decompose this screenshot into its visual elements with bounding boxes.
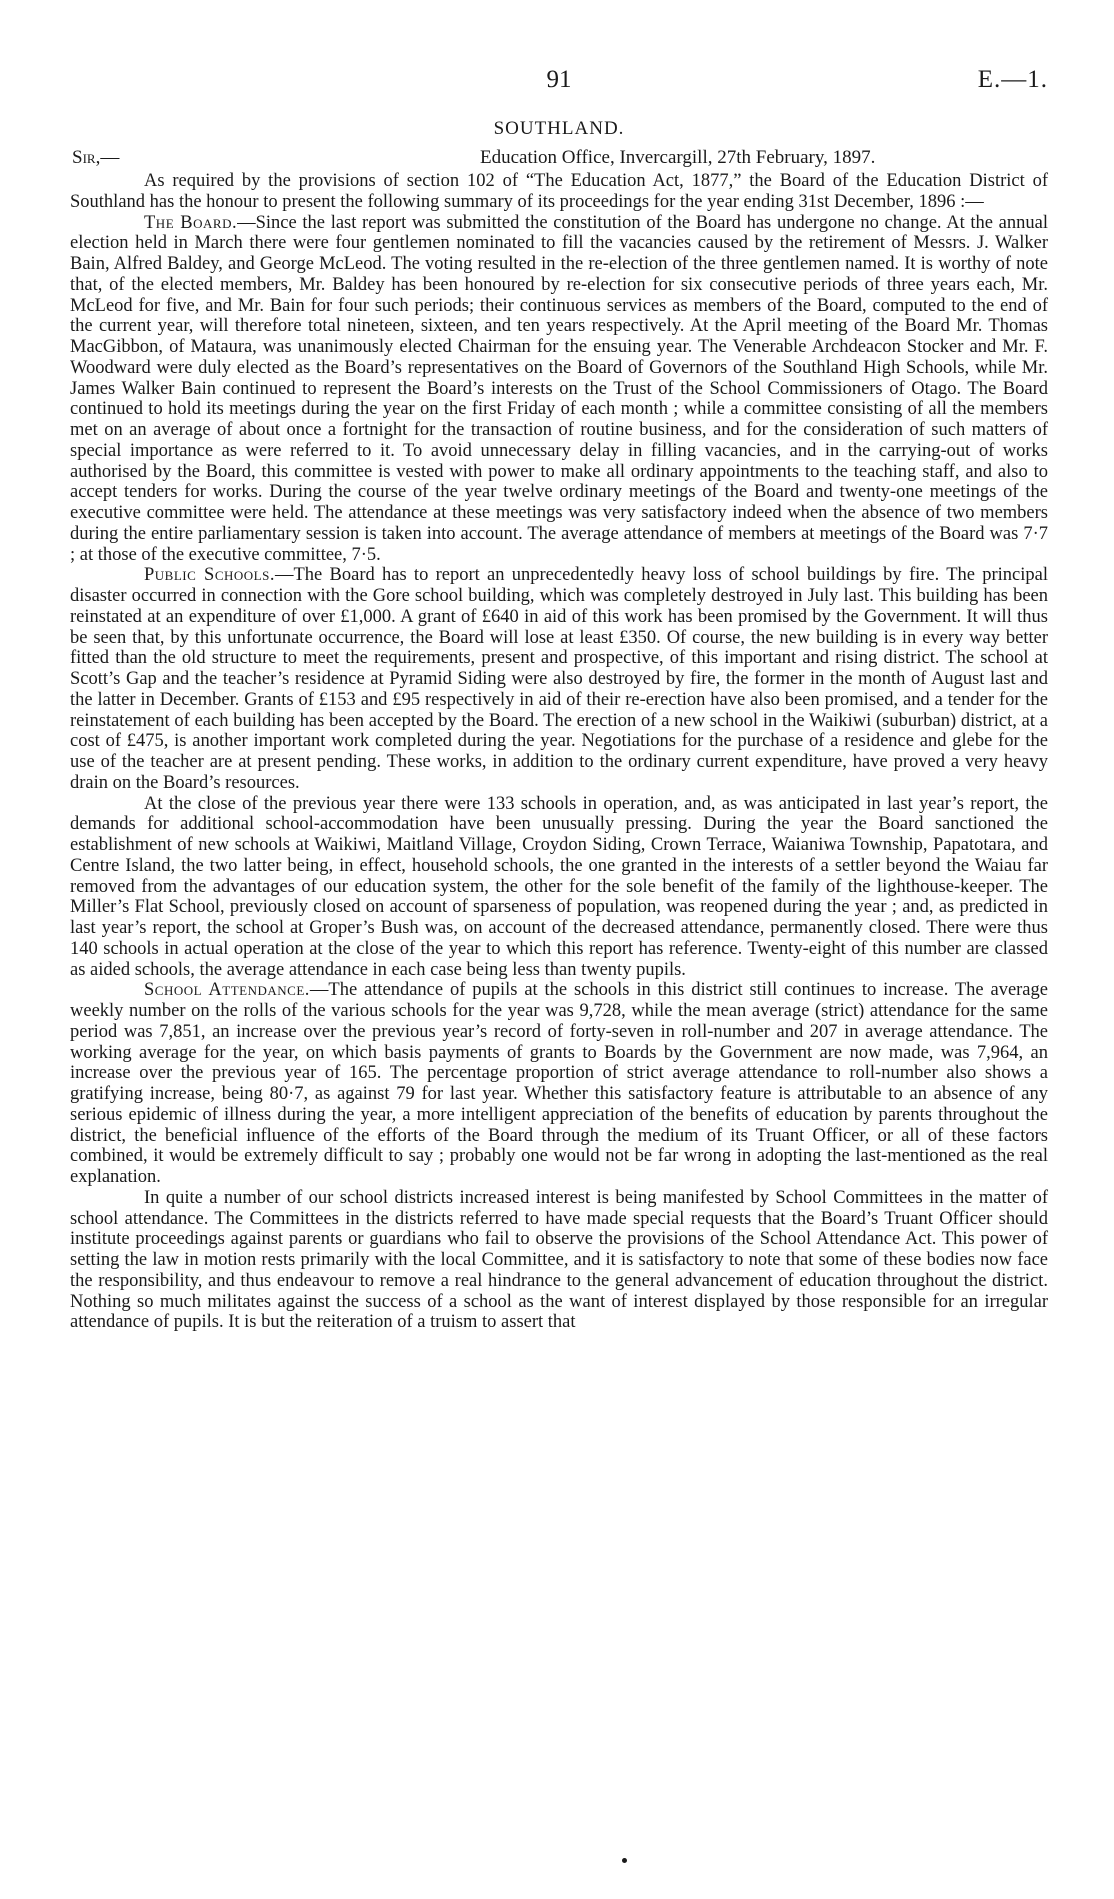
paragraph-public-schools (70, 565, 1048, 793)
paragraph-committees (70, 1188, 1048, 1333)
paragraph-heading: School Attendance. (144, 980, 310, 1001)
document-page (70, 60, 1048, 1333)
paragraph-heading: The Board. (144, 212, 238, 233)
paragraph-text: —The attendance of pupils at the schools in this district still continues to increase. The average weekly number on the rolls of the various schools for the year was 9,728, while the mean average (strict) attendance for the same period was 7,851, an increase over the previous year’s record of forty-seven in roll-number and 207 in average attendance. The working average for the year, on which basis payments of grants to Boards by the Government are now made, was 7,964, an increase over the previous year of 165. The percentage proportion of strict average attendance to roll-number also shows a gratifying increase, being 80·7, as against 79 for last year. Whether this satisfactory feature is attributable to an absence of any serious epidemic of illness during the year, a more intelligent appreciation of the benefits of education by parents throughout the district, the beneficial influence of the efforts of the Board through the medium of its Truant Officer, or all of these factors combined, it would be extremely difficult to say ; probably one would not be far wrong in adopting the last-mentioned as the real explanation. (70, 980, 1048, 1187)
salutation-row (70, 147, 1048, 171)
page-header (70, 60, 1048, 100)
paragraph-text: At the close of the previous year there were 133 schools in operation, and, as was anticipated in last year’s report, the demands for additional school-accommodation have been unusually pressing. During the year the Board sanctioned the establishment of new schools at Waikiwi, Maitland Village, Croydon Siding, Crown Terrace, Waianiwa Township, Papatotara, and Centre Island, the two latter being, in effect, household schools, the one granted in the interests of a settler beyond the Waiau far removed from the advantages of our education system, the other for the sole benefit of the family of the lighthouse-keeper. The Miller’s Flat School, previously closed on account of sparseness of population, was reopened during the year ; and, as predicted in last year’s report, the school at Groper’s Bush was, on account of the decreased attendance, permanently closed. There were thus 140 schools in actual operation at the close of the year to which this report has reference. Twenty-eight of this number are classed as aided schools, the average attendance in each case being less than twenty pupils. (70, 793, 1048, 980)
dateline: Education Office, Invercargill, 27th February, 1897. (480, 147, 876, 168)
paragraph-text: —The Board has to report an unprecedentedly heavy loss of school buildings by fire. The principal disaster occurred in connection with the Gore school building, which was completely destroyed in July last. This building has been reinstated at an expenditure of over £1,000. A grant of £640 in aid of this work has been promised by the Government. It will thus be seen that, by this unfortunate occurrence, the Board will lose at least £350. Of course, the new building is in every way better fitted than the old structure to meet the requirements, present and prospective, of this important and rising district. The school at Scott’s Gap and the teacher’s residence at Pyramid Siding were also destroyed by fire, the former in the month of August last and the latter in December. Grants of £153 and £95 respectively in aid of their re-erection have also been promised, and a tender for the reinstatement of each building has been accepted by the Board. The erection of a new school in the Waikiwi (suburban) district, at a cost of £475, is another important work completed during the year. Negotiations for the purchase of a residence and glebe for the use of the teacher are at present pending. These works, in addition to the ordinary current expenditure, have proved a very heavy drain on the Board’s resources. (70, 565, 1048, 793)
report-body (70, 171, 1048, 1333)
paragraph-heading: Public Schools. (144, 565, 275, 586)
paragraph-text: —Since the last report was submitted the constitution of the Board has undergone no change. At the annual election held in March there were four gentlemen nominated to fill the vacancies caused by the retirement of Messrs. J. Walker Bain, Alfred Baldey, and George McLeod. The voting resulted in the re-election of the three gentlemen named. It is worthy of note that, of the elected members, Mr. Baldey has been honoured by re-election for six consecutive periods of three years each, Mr. McLeod for five, and Mr. Bain for four such periods; their continuous services as members of the Board, computed to the end of the current year, will therefore total nineteen, sixteen, and ten years respectively. At the April meeting of the Board Mr. Thomas MacGibbon, of Mataura, was unanimously elected Chairman for the ensuing year. The Venerable Archdeacon Stocker and Mr. F. Woodward were duly elected as the Board’s representatives on the Board of Governors of the Southland High Schools, while Mr. James Walker Bain continued to represent the Board’s interests on the Trust of the School Commissioners of Otago. The Board continued to hold its meetings during the year on the first Friday of each month ; while a committee consisting of all the members met on an average of about once a fortnight for the transaction of routine business, and for the consideration of such matters of special importance as were referred to it. To avoid unnecessary delay in filling vacancies, and in the carrying-out of works authorised by the Board, this committee is vested with power to make all ordinary appointments to the teaching staff, and also to accept tenders for works. During the course of the year twelve ordinary meetings of the Board and twenty-one meetings of the executive committee were held. The attendance at these meetings was very satisfactory indeed when the absence of two members during the entire parliamentary session is taken into account. The average attendance of members at meetings of the Board was 7·7 ; at those of the executive committee, 7·5. (70, 212, 1048, 565)
paragraph-school-attendance (70, 980, 1048, 1188)
section-title: SOUTHLAND. (493, 118, 625, 139)
ink-dot (622, 1858, 627, 1863)
paragraph-schools-in-operation (70, 794, 1048, 981)
paragraph-text: As required by the provisions of section 102 of “The Education Act, 1877,” the Board of the Education District of Southland has the honour to present the following summary of its proceedings for the year ending 31st December, 1896 :— (70, 171, 1048, 212)
paragraph-the-board (70, 213, 1048, 566)
paragraph-intro (70, 171, 1048, 213)
page-reference: E.—1. (977, 66, 1048, 93)
page-number: 91 (546, 66, 572, 93)
paragraph-text: In quite a number of our school districts increased interest is being manifested by School Committees in the matter of school attendance. The Committees in the districts referred to have made special requests that the Board’s Truant Officer should institute proceedings against parents or guardians who fail to observe the provisions of the School Attendance Act. This power of setting the law in motion rests primarily with the local Committee, and it is satisfactory to note that some of these bodies now face the responsibility, and thus endeavour to remove a real hindrance to the general advancement of education throughout the district. Nothing so much militates against the success of a school as the want of interest displayed by those responsible for an irregular attendance of pupils. It is but the reiteration of a truism to assert that (70, 1187, 1048, 1333)
salutation: Sir,— (72, 147, 120, 168)
